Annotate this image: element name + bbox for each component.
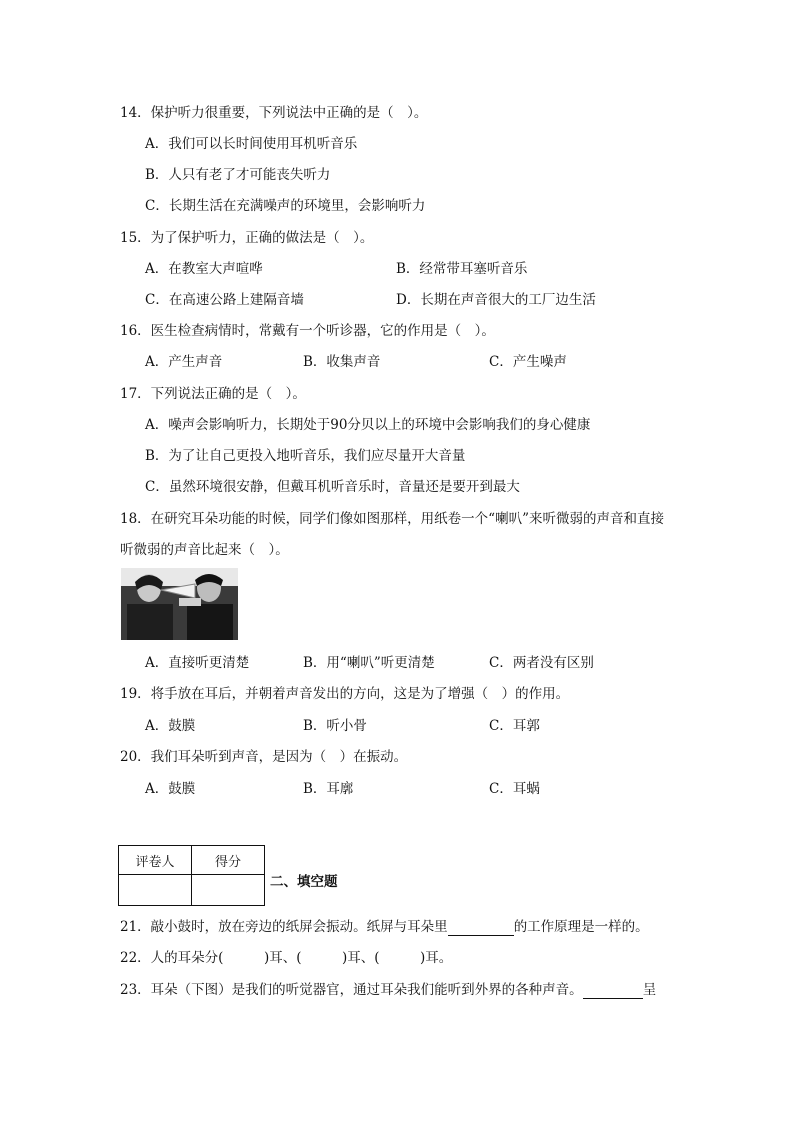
question-18-option-c: C．两者没有区别 [489, 655, 594, 671]
score-table [118, 845, 265, 906]
question-14-option-b: B．人只有老了才可能丧失听力 [145, 167, 331, 183]
question-16-option-a: A．产生声音 [145, 354, 223, 370]
question-15-option-c: C．在高速公路上建隔音墙 [145, 292, 304, 308]
question-16-stem: 16．医生检查病情时，常戴有一个听诊器，它的作用是（ ）。 [120, 323, 495, 339]
question-22: 22．人的耳朵分( )耳、( )耳、( )耳。 [120, 950, 453, 966]
question-23-text-a: 23．耳朵（下图）是我们的听觉器官，通过耳朵我们能听到外界的各种声音。 [120, 982, 583, 998]
question-21-blank[interactable] [448, 920, 514, 936]
section-title: 二、填空题 [270, 874, 338, 890]
question-20-option-c: C．耳蜗 [489, 781, 540, 797]
question-21-text-b: 的工作原理是一样的。 [513, 919, 649, 935]
question-16-option-b: B．收集声音 [303, 354, 381, 370]
question-21-text-a: 21．敲小鼓时，放在旁边的纸屏会振动。纸屏与耳朵里 [120, 919, 448, 935]
reviewer-cell[interactable] [119, 875, 192, 906]
question-15-stem: 15．为了保护听力，正确的做法是（ ）。 [120, 230, 374, 246]
question-17-option-b: B．为了让自己更投入地听音乐，我们应尽量开大音量 [145, 448, 466, 464]
question-20-stem: 20．我们耳朵听到声音，是因为（ ）在振动。 [120, 749, 408, 765]
question-23-blank[interactable] [583, 983, 643, 999]
question-20-option-a: A．鼓膜 [145, 781, 196, 797]
question-14-option-c: C．长期生活在充满噪声的环境里，会影响听力 [145, 198, 426, 214]
ear-trumpet-photo [121, 568, 238, 640]
students-listening-illustration [121, 568, 238, 640]
question-16-option-c: C．产生噪声 [489, 354, 567, 370]
reviewer-header: 评卷人 [119, 846, 192, 875]
question-18-stem: 18．在研究耳朵功能的时候，同学们像如图那样，用纸卷一个“喇叭”来听微弱的声音和直接 [120, 511, 664, 527]
question-23-text-b: 呈 [642, 982, 657, 998]
question-15-option-d: D．长期在声音很大的工厂边生活 [396, 292, 596, 308]
question-17-option-c: C．虽然环境很安静，但戴耳机听音乐时，音量还是要开到最大 [145, 479, 520, 495]
question-17-stem: 17．下列说法正确的是（ ）。 [120, 386, 306, 402]
question-18-option-a: A．直接听更清楚 [145, 655, 250, 671]
score-cell[interactable] [192, 875, 265, 906]
question-18-option-b: B．用“喇叭”听更清楚 [303, 655, 435, 671]
question-14-stem: 14．保护听力很重要，下列说法中正确的是（ ）。 [120, 105, 428, 121]
question-21 [120, 918, 649, 936]
score-header: 得分 [192, 846, 265, 875]
question-18-stem-continued: 听微弱的声音比起来（ ）。 [120, 542, 289, 558]
question-15-option-a: A．在教室大声喧哗 [145, 261, 263, 277]
question-20-option-b: B．耳廓 [303, 781, 354, 797]
question-14-option-a: A．我们可以长时间使用耳机听音乐 [145, 136, 358, 152]
question-19-option-a: A．鼓膜 [145, 718, 196, 734]
question-15-option-b: B．经常带耳塞听音乐 [396, 261, 528, 277]
question-23 [120, 981, 656, 999]
question-19-option-c: C．耳郭 [489, 718, 540, 734]
question-19-option-b: B．听小骨 [303, 718, 367, 734]
question-17-option-a: A．噪声会影响听力，长期处于90分贝以上的环境中会影响我们的身心健康 [145, 417, 591, 433]
question-19-stem: 19．将手放在耳后，并朝着声音发出的方向，这是为了增强（ ）的作用。 [120, 686, 570, 702]
